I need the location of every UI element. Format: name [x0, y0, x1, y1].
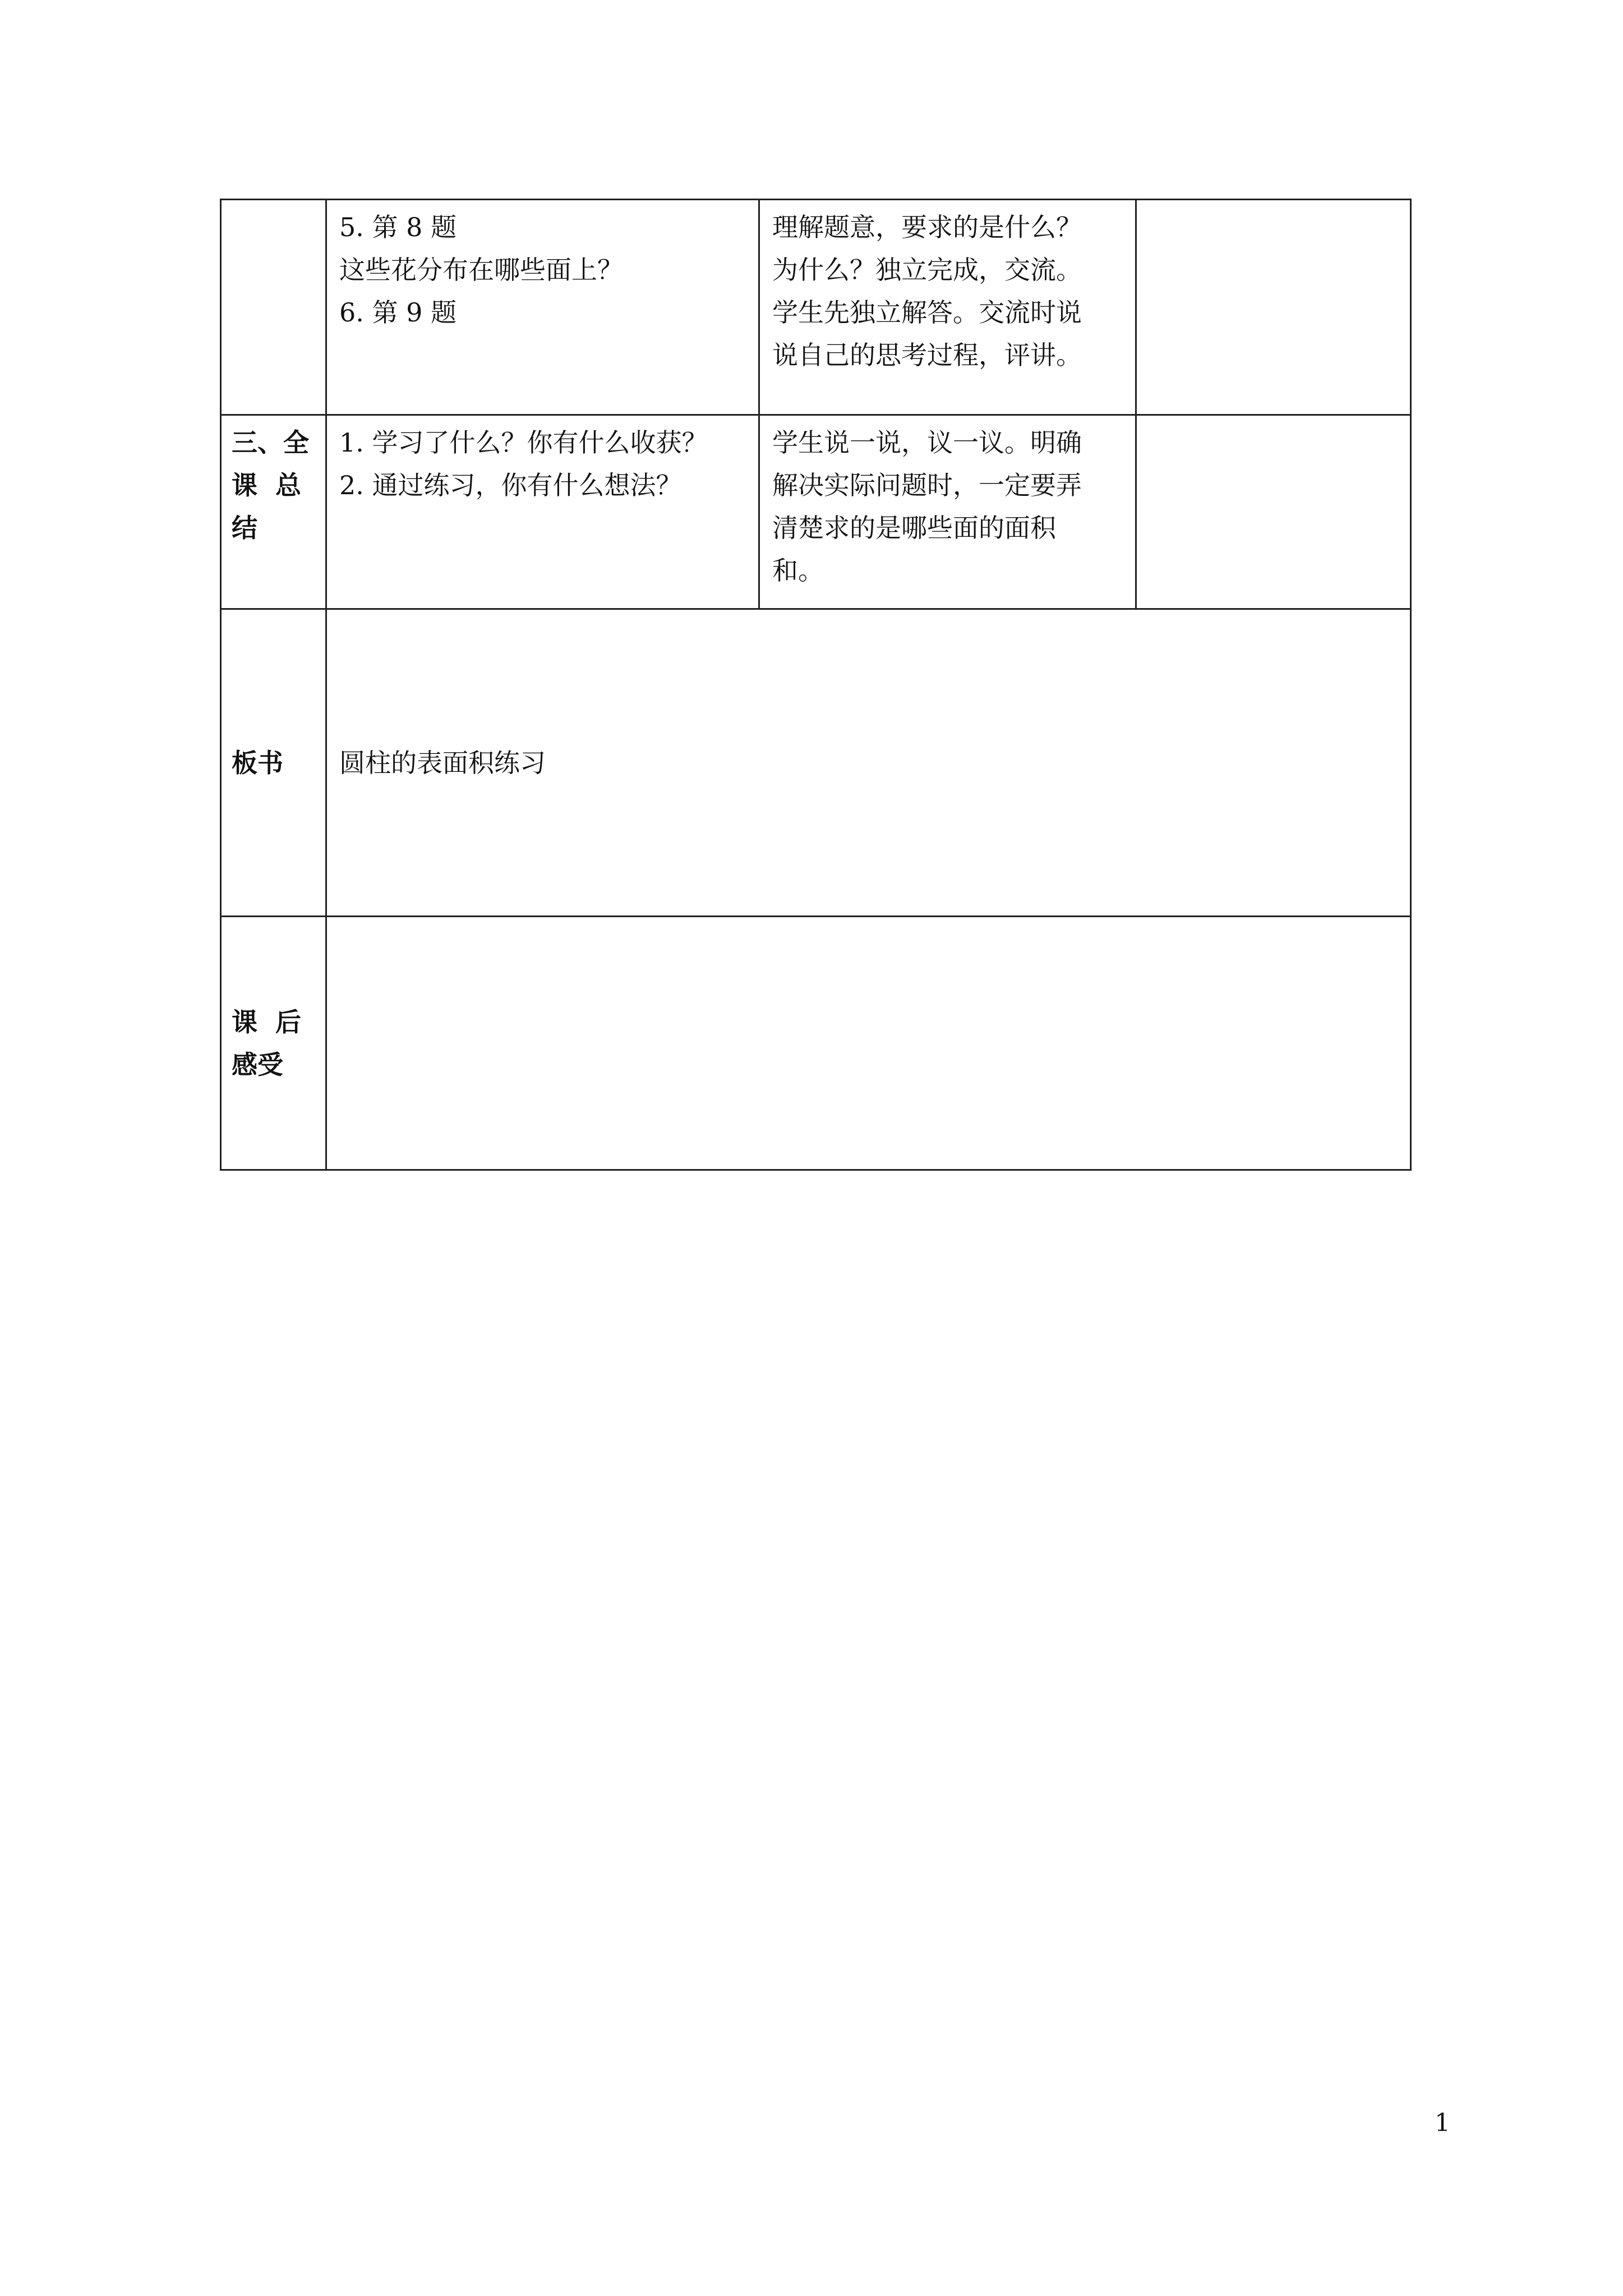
table-row-reflection [221, 917, 1411, 1170]
row3-label-cell [221, 609, 326, 917]
content-line: 2. 通过练习，你有什么想法？ [339, 470, 682, 500]
row2-activity-cell [759, 415, 1136, 609]
row1-activity-cell [759, 200, 1136, 415]
section-label: 结 [232, 513, 257, 543]
activity-line: 说自己的思考过程，评讲。 [772, 340, 1082, 370]
activity-line: 和。 [772, 555, 824, 586]
lesson-plan-table [220, 199, 1412, 1171]
section-label: 三、全 [232, 427, 309, 458]
activity-line: 学生先独立解答。交流时说 [772, 297, 1082, 328]
activity-line: 清楚求的是哪些面的面积 [772, 513, 1056, 543]
section-label: 课 总 [232, 470, 302, 500]
content-line: 5. 第 8 题 [339, 212, 457, 242]
row4-label-cell [221, 917, 326, 1170]
table-row-exercises [221, 200, 1411, 415]
row3-content-cell [326, 609, 1411, 917]
row2-content-cell [326, 415, 759, 609]
reflection-label: 课 后 [232, 1006, 302, 1037]
table-row-summary [221, 415, 1411, 609]
page-number: 1 [1435, 2109, 1450, 2137]
content-line: 这些花分布在哪些面上？ [339, 255, 623, 285]
reflection-label: 感受 [232, 1049, 283, 1080]
activity-line: 为什么？独立完成，交流。 [772, 255, 1082, 285]
activity-line: 理解题意，要求的是什么？ [772, 212, 1082, 242]
row1-content-cell [326, 200, 759, 415]
row1-notes-cell [1136, 200, 1411, 415]
activity-line: 学生说一说，议一议。明确 [772, 427, 1082, 458]
board-writing-label: 板书 [232, 747, 283, 778]
activity-line: 解决实际问题时，一定要弄 [772, 470, 1082, 500]
content-line: 6. 第 9 题 [339, 297, 457, 328]
content-line: 1. 学习了什么？你有什么收获？ [339, 427, 708, 458]
row4-content-cell [326, 917, 1411, 1170]
table-row-board-writing [221, 609, 1411, 917]
board-writing-text: 圆柱的表面积练习 [339, 747, 546, 778]
row2-notes-cell [1136, 415, 1411, 609]
row1-label-cell [221, 200, 326, 415]
row2-label-cell [221, 415, 326, 609]
